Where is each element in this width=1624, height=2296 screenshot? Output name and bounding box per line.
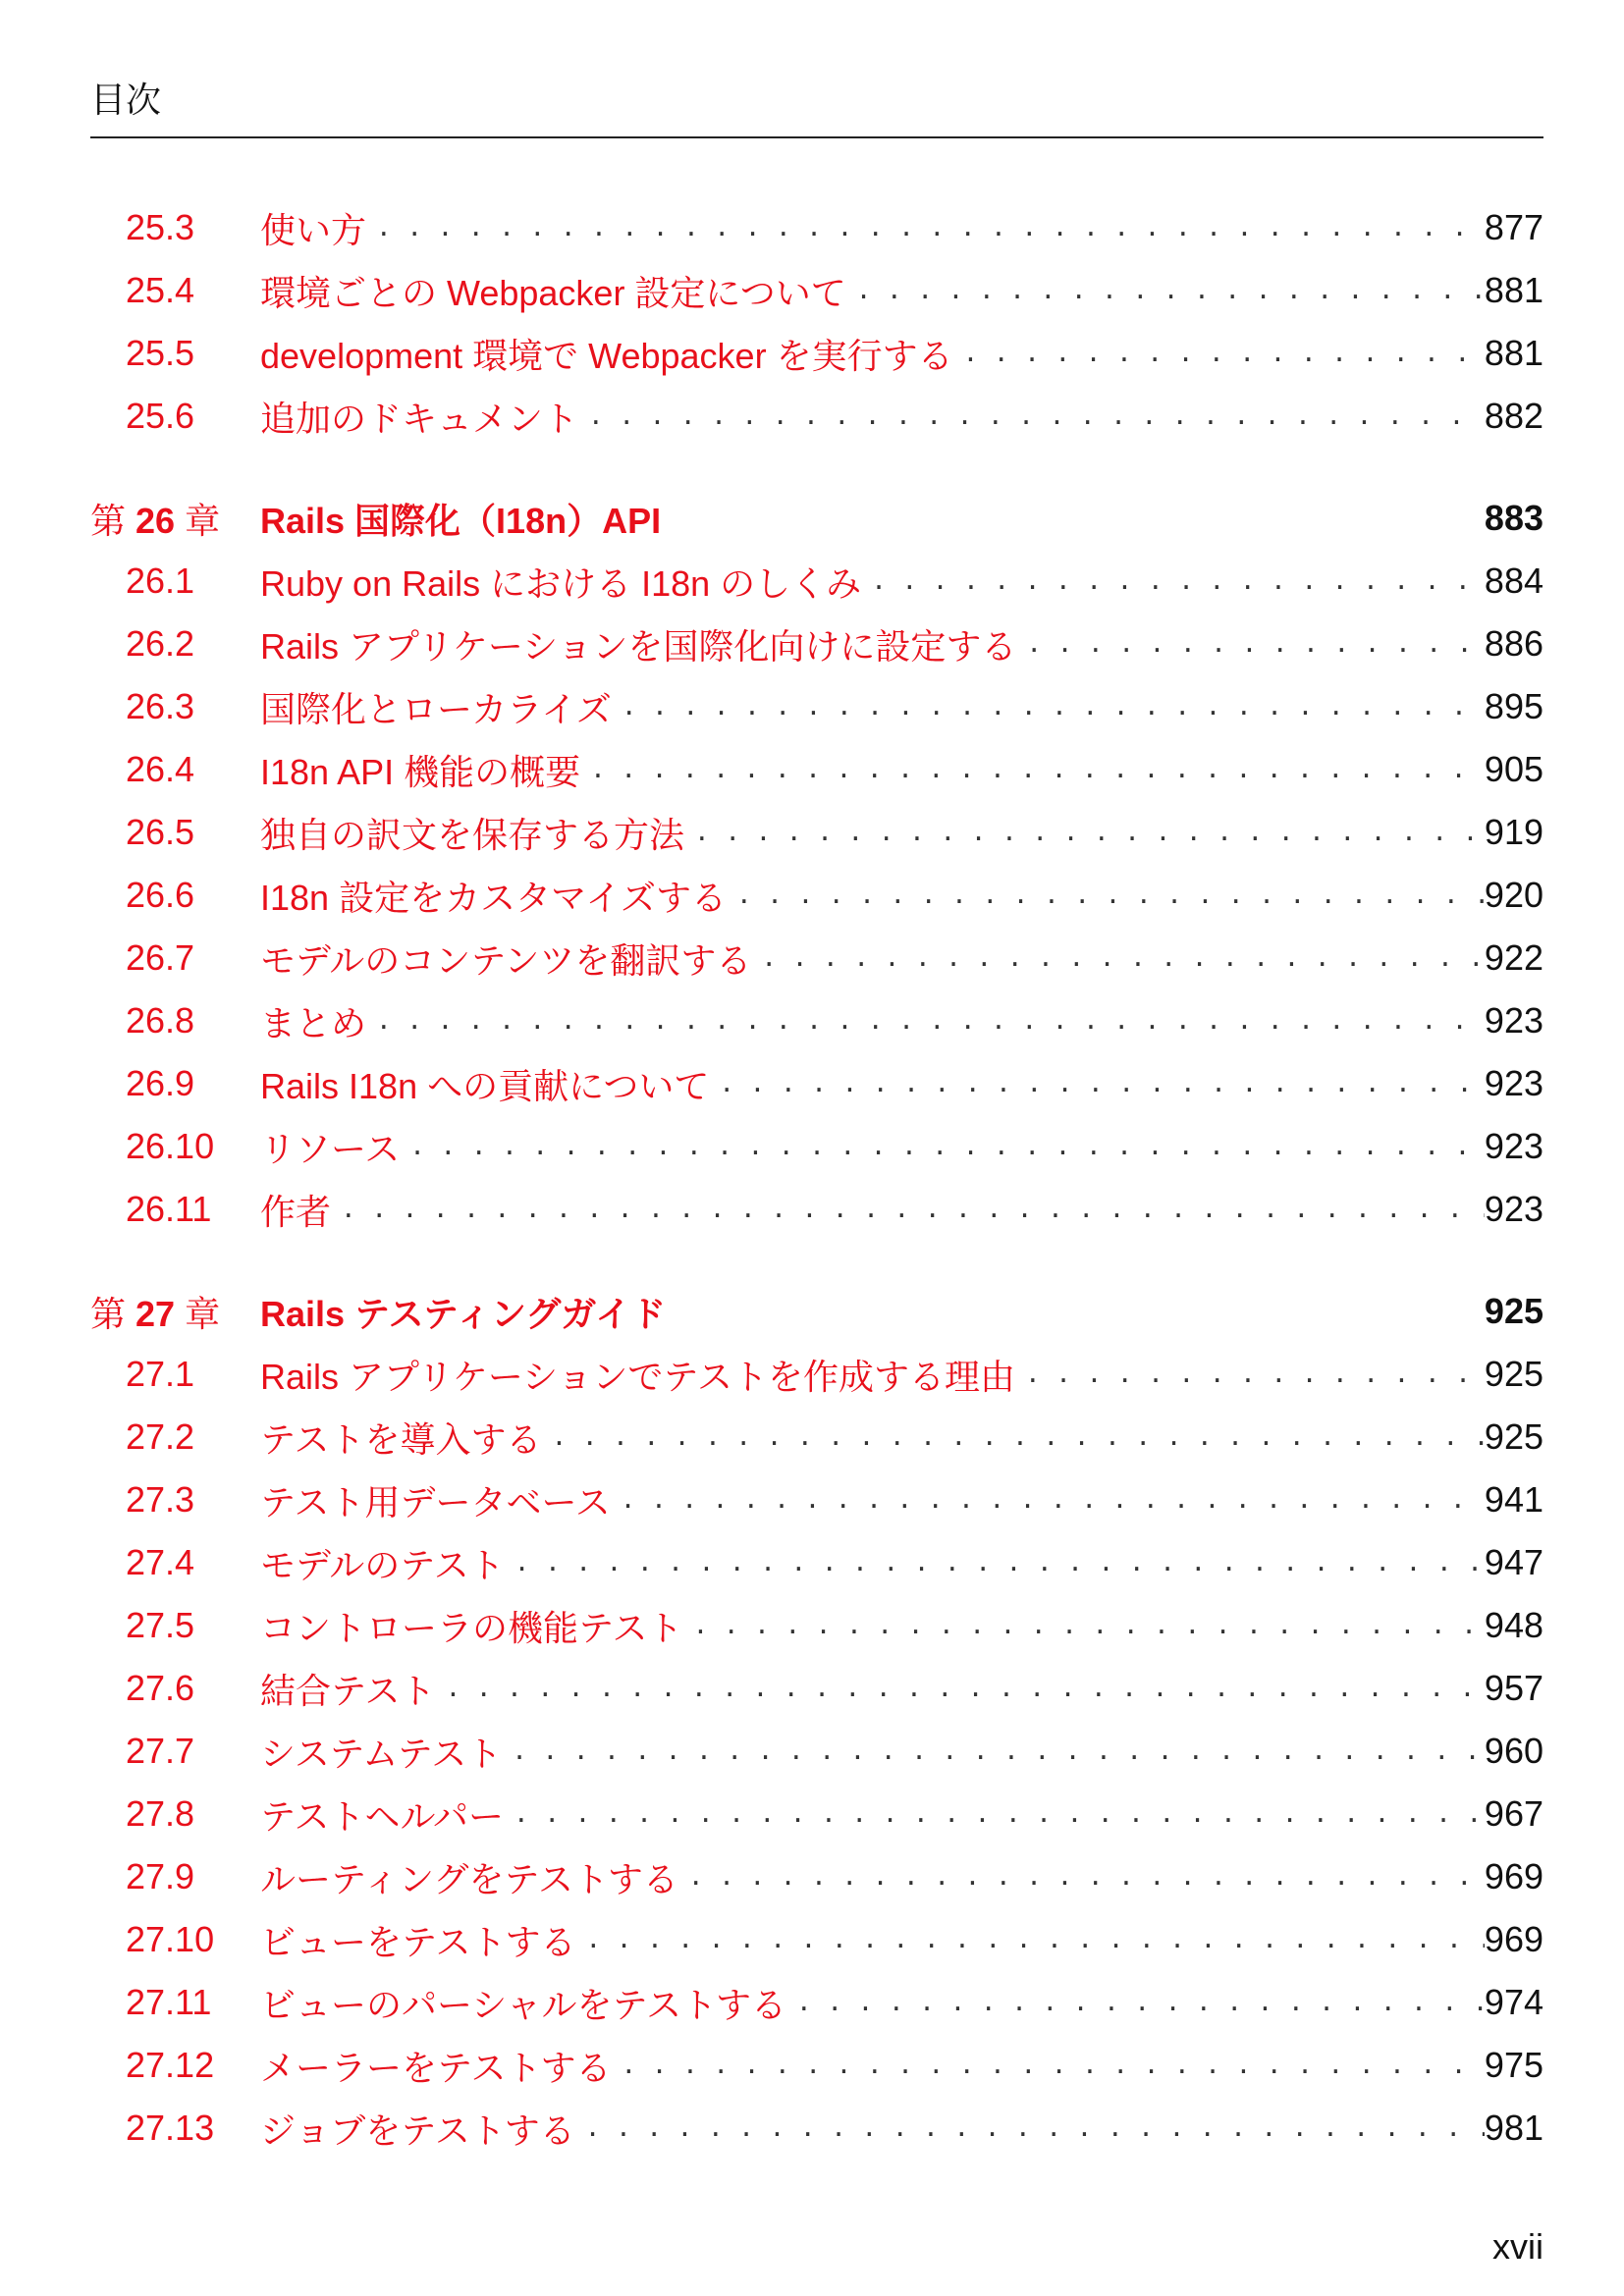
- dot-leader: [684, 818, 1485, 847]
- entry-number[interactable]: 27.3: [126, 1479, 195, 1520]
- entry-page: 925: [1484, 1416, 1543, 1457]
- dot-leader: [436, 1674, 1485, 1703]
- entry-number[interactable]: 27.10: [126, 1919, 215, 1959]
- chapter-digit: 27: [135, 1293, 176, 1334]
- entry-number[interactable]: 27.11: [126, 1982, 212, 2022]
- entry-number[interactable]: 27.4: [126, 1542, 195, 1582]
- entry-number[interactable]: 27.1: [126, 1354, 195, 1394]
- dot-leader: [575, 2113, 1485, 2143]
- toc-entry-25-4[interactable]: [90, 259, 1543, 322]
- entry-title[interactable]: モデルのコンテンツを翻訳する: [260, 939, 752, 981]
- toc-entry-27-9[interactable]: [90, 1845, 1543, 1908]
- entry-number[interactable]: 27.13: [126, 2108, 215, 2148]
- toc-entry-26-5[interactable]: [90, 801, 1543, 864]
- table-of-contents: [90, 196, 1543, 2160]
- dot-leader: [580, 755, 1485, 784]
- toc-entry-26-11[interactable]: [90, 1178, 1543, 1241]
- entry-page: 919: [1484, 812, 1543, 852]
- entry-title[interactable]: 環境ごとの Webpacker 設定について: [260, 272, 846, 313]
- entry-title[interactable]: システムテスト: [260, 1733, 503, 1774]
- toc-entry-27-12[interactable]: [90, 2034, 1543, 2097]
- dot-leader: [846, 276, 1485, 305]
- toc-entry-26-8[interactable]: [90, 989, 1543, 1052]
- entry-page: 981: [1484, 2108, 1543, 2148]
- toc-entry-27-3[interactable]: [90, 1468, 1543, 1531]
- entry-title[interactable]: メーラーをテストする: [260, 2047, 612, 2088]
- entry-title[interactable]: テスト用データベース: [260, 1481, 611, 1522]
- entry-page: 941: [1484, 1479, 1543, 1520]
- chapter-prefix: 第: [90, 1293, 127, 1334]
- toc-entry-27-1[interactable]: [90, 1343, 1543, 1406]
- dot-leader: [953, 339, 1485, 368]
- entry-number[interactable]: 25.4: [126, 270, 195, 310]
- chapter-digit: 26: [135, 500, 176, 541]
- entry-title[interactable]: ルーティングをテストする: [260, 1858, 678, 1899]
- entry-page: 886: [1484, 623, 1543, 664]
- entry-title[interactable]: Rails I18n への貢献について: [260, 1065, 710, 1106]
- toc-entry-26-9[interactable]: [90, 1052, 1543, 1115]
- entry-number[interactable]: 26.11: [126, 1189, 212, 1229]
- chapter-number[interactable]: [90, 1287, 260, 1337]
- section-25-list: [90, 196, 1543, 448]
- entry-title[interactable]: ジョブをテストする: [260, 2109, 575, 2151]
- toc-entry-27-6[interactable]: [90, 1657, 1543, 1720]
- toc-entry-26-1[interactable]: [90, 550, 1543, 613]
- dot-leader: [683, 1611, 1485, 1640]
- entry-title[interactable]: Rails アプリケーションでテストを作成する理由: [260, 1356, 1015, 1397]
- toc-entry-26-4[interactable]: [90, 738, 1543, 801]
- entry-page: 947: [1484, 1542, 1543, 1582]
- entry-title[interactable]: テストを導入する: [260, 1418, 542, 1460]
- entry-number[interactable]: 27.5: [126, 1605, 195, 1645]
- entry-number[interactable]: 26.9: [126, 1063, 195, 1103]
- entry-number[interactable]: 27.6: [126, 1668, 195, 1708]
- dot-leader: [1016, 629, 1485, 659]
- chapter-title[interactable]: Rails 国際化（I18n）API: [260, 500, 662, 541]
- entry-page: 923: [1484, 1189, 1543, 1229]
- dot-leader: [709, 1069, 1485, 1098]
- toc-entry-27-7[interactable]: [90, 1720, 1543, 1783]
- entry-page: 975: [1484, 2045, 1543, 2085]
- toc-entry-27-11[interactable]: [90, 1971, 1543, 2034]
- dot-leader: [611, 1485, 1485, 1515]
- dot-leader: [575, 1925, 1484, 1954]
- entry-page: 881: [1484, 270, 1543, 310]
- toc-entry-25-5[interactable]: [90, 322, 1543, 385]
- entry-number[interactable]: 26.1: [126, 561, 195, 601]
- toc-entry-25-3[interactable]: [90, 196, 1543, 259]
- entry-number[interactable]: 25.3: [126, 207, 195, 247]
- entry-number[interactable]: 26.8: [126, 1000, 195, 1041]
- entry-title[interactable]: ビューをテストする: [260, 1921, 576, 1962]
- toc-entry-27-4[interactable]: [90, 1531, 1543, 1594]
- entry-title[interactable]: テストヘルパー: [260, 1795, 505, 1837]
- chapter-title[interactable]: Rails テスティングガイド: [260, 1293, 667, 1334]
- dot-leader: [542, 1422, 1485, 1452]
- toc-entry-27-13[interactable]: [90, 2097, 1543, 2160]
- toc-entry-25-6[interactable]: [90, 385, 1543, 448]
- entry-number[interactable]: 26.5: [126, 812, 195, 852]
- entry-page: 881: [1484, 333, 1543, 373]
- entry-title[interactable]: I18n 設定をカスタマイズする: [260, 877, 727, 918]
- entry-page: 905: [1484, 749, 1543, 789]
- entry-title[interactable]: 使い方: [260, 209, 367, 250]
- entry-title[interactable]: 追加のドキュメント: [260, 398, 579, 439]
- entry-page: 884: [1484, 561, 1543, 601]
- dot-leader: [1015, 1360, 1485, 1389]
- entry-number[interactable]: 26.10: [126, 1126, 215, 1166]
- entry-number[interactable]: 27.12: [126, 2045, 215, 2085]
- toc-entry-27-5[interactable]: [90, 1594, 1543, 1657]
- entry-page: 877: [1484, 207, 1543, 247]
- entry-title[interactable]: リソース: [260, 1128, 401, 1169]
- page-number: xvii: [1492, 2226, 1543, 2267]
- dot-leader: [611, 2051, 1484, 2080]
- entry-title[interactable]: 独自の訳文を保存する方法: [260, 814, 685, 855]
- dot-leader: [504, 1799, 1485, 1829]
- entry-title[interactable]: 国際化とローカライズ: [260, 688, 612, 729]
- entry-title[interactable]: まとめ: [260, 1002, 367, 1043]
- entry-number[interactable]: 26.4: [126, 749, 195, 789]
- toc-entry-27-8[interactable]: [90, 1783, 1543, 1845]
- entry-page: 925: [1484, 1354, 1543, 1394]
- dot-leader: [678, 1862, 1485, 1892]
- entry-title[interactable]: 結合テスト: [260, 1670, 436, 1711]
- entry-number[interactable]: 26.6: [126, 875, 195, 915]
- dot-leader: [786, 1988, 1485, 2017]
- entry-title[interactable]: コントローラの機能テスト: [260, 1607, 683, 1648]
- dot-leader: [502, 1736, 1485, 1766]
- entry-title[interactable]: development 環境で Webpacker を実行する: [260, 335, 953, 376]
- header-divider: [90, 136, 1543, 138]
- entry-number[interactable]: 26.2: [126, 623, 195, 664]
- entry-page: 922: [1484, 937, 1543, 978]
- entry-title[interactable]: 作者: [260, 1191, 332, 1232]
- entry-page: 969: [1484, 1919, 1543, 1959]
- entry-title[interactable]: モデルのテスト: [260, 1544, 505, 1585]
- entry-title[interactable]: I18n API 機能の概要: [260, 751, 581, 792]
- dot-leader: [751, 943, 1485, 973]
- entry-page: 957: [1484, 1668, 1543, 1708]
- toc-entry-26-7[interactable]: [90, 927, 1543, 989]
- entry-number[interactable]: 27.9: [126, 1856, 195, 1896]
- chapter-26-list: [90, 550, 1543, 1241]
- entry-page: 895: [1484, 686, 1543, 726]
- dot-leader: [331, 1195, 1485, 1224]
- entry-page: 969: [1484, 1856, 1543, 1896]
- dot-leader: [727, 881, 1485, 910]
- entry-page: 960: [1484, 1731, 1543, 1771]
- dot-leader: [400, 1132, 1485, 1161]
- entry-number[interactable]: 27.7: [126, 1731, 195, 1771]
- chapter-prefix: 第: [90, 500, 127, 541]
- entry-title[interactable]: Rails アプリケーションを国際化向けに設定する: [260, 625, 1017, 667]
- chapter-suffix: 章: [185, 1293, 221, 1334]
- entry-page: 948: [1484, 1605, 1543, 1645]
- entry-page: 923: [1484, 1126, 1543, 1166]
- toc-entry-27-2[interactable]: [90, 1406, 1543, 1468]
- entry-title[interactable]: ビューのパーシャルをテストする: [260, 1984, 787, 2025]
- chapter-26-heading[interactable]: [90, 487, 1543, 550]
- dot-leader: [366, 1006, 1485, 1036]
- dot-leader: [861, 566, 1485, 596]
- entry-page: 923: [1484, 1063, 1543, 1103]
- toc-entry-27-10[interactable]: [90, 1908, 1543, 1971]
- dot-leader: [612, 692, 1485, 721]
- chapter-page: 883: [1484, 498, 1543, 538]
- chapter-27-heading[interactable]: [90, 1280, 1543, 1343]
- entry-number[interactable]: 25.6: [126, 396, 195, 436]
- chapter-page: 925: [1484, 1291, 1543, 1331]
- entry-page: 974: [1484, 1982, 1543, 2022]
- entry-page: 882: [1484, 396, 1543, 436]
- dot-leader: [366, 213, 1485, 242]
- chapter-suffix: 章: [185, 500, 221, 541]
- entry-page: 967: [1484, 1793, 1543, 1834]
- entry-number[interactable]: 25.5: [126, 333, 195, 373]
- entry-number[interactable]: 27.2: [126, 1416, 195, 1457]
- dot-leader: [578, 401, 1485, 431]
- entry-number[interactable]: 27.8: [126, 1793, 195, 1834]
- entry-page: 923: [1484, 1000, 1543, 1041]
- entry-number[interactable]: 26.7: [126, 937, 195, 978]
- entry-page: 920: [1484, 875, 1543, 915]
- toc-entry-26-6[interactable]: [90, 864, 1543, 927]
- toc-entry-26-10[interactable]: [90, 1115, 1543, 1178]
- entry-number[interactable]: 26.3: [126, 686, 195, 726]
- page-header-title: 目次: [90, 80, 162, 120]
- dot-leader: [505, 1548, 1485, 1577]
- chapter-27-list: [90, 1343, 1543, 2160]
- toc-entry-26-3[interactable]: [90, 675, 1543, 738]
- toc-entry-26-2[interactable]: [90, 613, 1543, 675]
- entry-title[interactable]: Ruby on Rails における I18n のしくみ: [260, 562, 862, 604]
- chapter-number[interactable]: [90, 494, 260, 544]
